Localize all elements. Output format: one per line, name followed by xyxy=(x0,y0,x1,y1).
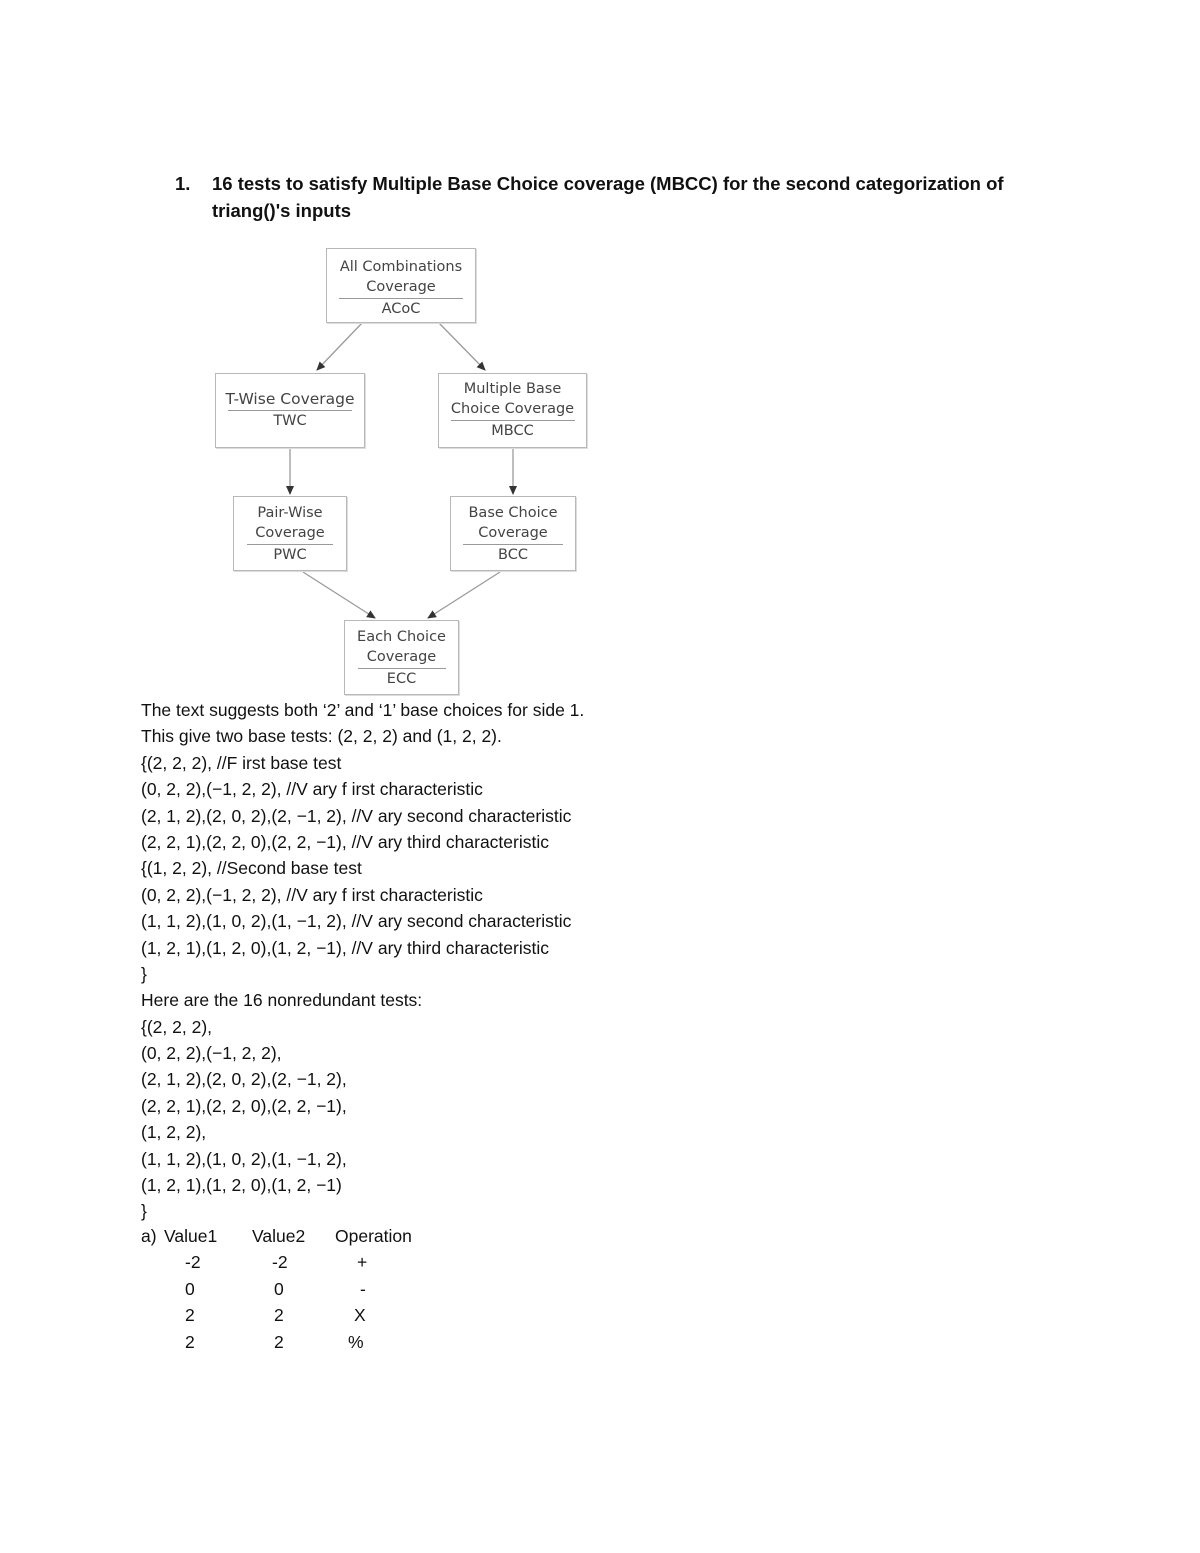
twc-line1: T-Wise Coverage xyxy=(225,390,355,408)
text-line: (1, 2, 2), xyxy=(141,1122,207,1143)
header-value2: Value2 xyxy=(252,1226,306,1246)
text-line: (2, 1, 2),(2, 0, 2),(2, −1, 2), //V ary second characteristic xyxy=(141,805,572,826)
ecc-abbr: ECC xyxy=(386,671,417,687)
mbcc-abbr: MBCC xyxy=(491,423,534,439)
twc-abbr: TWC xyxy=(273,413,307,429)
text-line: The text suggests both ‘2’ and ‘1’ base choices for side 1. xyxy=(141,700,585,720)
cell-value1: 0 xyxy=(185,1278,195,1299)
cell-value1: 2 xyxy=(185,1331,195,1352)
text-line: Here are the 16 nonredundant tests: xyxy=(141,990,423,1011)
acoc-line2: Coverage xyxy=(366,279,436,295)
arrow-bcc-ecc xyxy=(428,572,500,618)
cell-operation: X xyxy=(354,1305,366,1326)
cell-value2: 2 xyxy=(274,1305,284,1326)
mbcc-line2: Choice Coverage xyxy=(450,401,575,417)
arrow-acoc-twc xyxy=(317,323,362,370)
cell-value2: -2 xyxy=(272,1252,288,1273)
mbcc-line1: Multiple Base xyxy=(463,381,562,397)
cell-value1: 2 xyxy=(185,1305,195,1326)
acoc-box xyxy=(326,248,476,323)
text-line: {(2, 2, 2), xyxy=(141,1016,213,1037)
header-value1: Value1 xyxy=(164,1226,218,1246)
cell-value2: 0 xyxy=(274,1278,284,1299)
answer-body xyxy=(141,697,1041,1225)
twc-box xyxy=(215,373,365,448)
question-text: 16 tests to satisfy Multiple Base Choice coverage (MBCC) for the second categorization of triang()'s inputs xyxy=(212,173,1004,221)
table-label: a) xyxy=(141,1226,157,1246)
text-line: (1, 1, 2),(1, 0, 2),(1, −1, 2), xyxy=(141,1148,347,1169)
ecc-line1: Each Choice xyxy=(357,629,446,645)
text-line: (2, 2, 1),(2, 2, 0),(2, 2, −1), xyxy=(141,1095,347,1116)
mbcc-box xyxy=(438,373,587,448)
text-line: (1, 1, 2),(1, 0, 2),(1, −1, 2), //V ary second characteristic xyxy=(141,911,572,932)
text-line: } xyxy=(141,1201,147,1222)
ecc-line2: Coverage xyxy=(366,649,437,665)
question-number: 1. xyxy=(175,173,191,194)
pwc-line2: Coverage xyxy=(255,525,325,541)
bcc-box xyxy=(450,496,576,571)
acoc-abbr: ACoC xyxy=(381,301,421,317)
text-line: (1, 2, 1),(1, 2, 0),(1, 2, −1), //V ary third characteristic xyxy=(141,937,549,958)
header-operation: Operation xyxy=(335,1226,412,1246)
cell-operation: - xyxy=(360,1278,366,1299)
text-line: {(2, 2, 2), //F irst base test xyxy=(141,752,342,773)
text-line: (1, 2, 1),(1, 2, 0),(1, 2, −1) xyxy=(141,1175,342,1196)
text-line: } xyxy=(141,963,147,984)
pwc-line1: Pair-Wise xyxy=(257,505,323,521)
text-line: (0, 2, 2),(−1, 2, 2), xyxy=(141,1043,282,1064)
text-line: (2, 1, 2),(2, 0, 2),(2, −1, 2), xyxy=(141,1069,347,1090)
cell-operation: + xyxy=(357,1252,368,1273)
ecc-box xyxy=(344,620,459,695)
text-line: (0, 2, 2),(−1, 2, 2), //V ary f irst characteristic xyxy=(141,779,483,800)
pwc-abbr: PWC xyxy=(273,547,307,563)
cell-operation: % xyxy=(348,1331,364,1352)
arrow-pwc-ecc xyxy=(303,572,375,618)
text-line: (0, 2, 2),(−1, 2, 2), //V ary f irst characteristic xyxy=(141,884,483,905)
bcc-line1: Base Choice xyxy=(468,505,558,521)
text-line: This give two base tests: (2, 2, 2) and (1, 2, 2). xyxy=(141,726,502,747)
pwc-box xyxy=(233,496,347,571)
cell-value2: 2 xyxy=(274,1331,284,1352)
text-line: {(1, 2, 2), //Second base test xyxy=(141,858,362,879)
acoc-line1: All Combinations xyxy=(339,259,463,275)
cell-value1: -2 xyxy=(185,1252,201,1273)
arrow-acoc-mbcc xyxy=(439,323,485,370)
bcc-abbr: BCC xyxy=(498,547,528,563)
text-line: (2, 2, 1),(2, 2, 0),(2, 2, −1), //V ary third characteristic xyxy=(141,831,549,852)
bcc-line2: Coverage xyxy=(478,525,548,541)
